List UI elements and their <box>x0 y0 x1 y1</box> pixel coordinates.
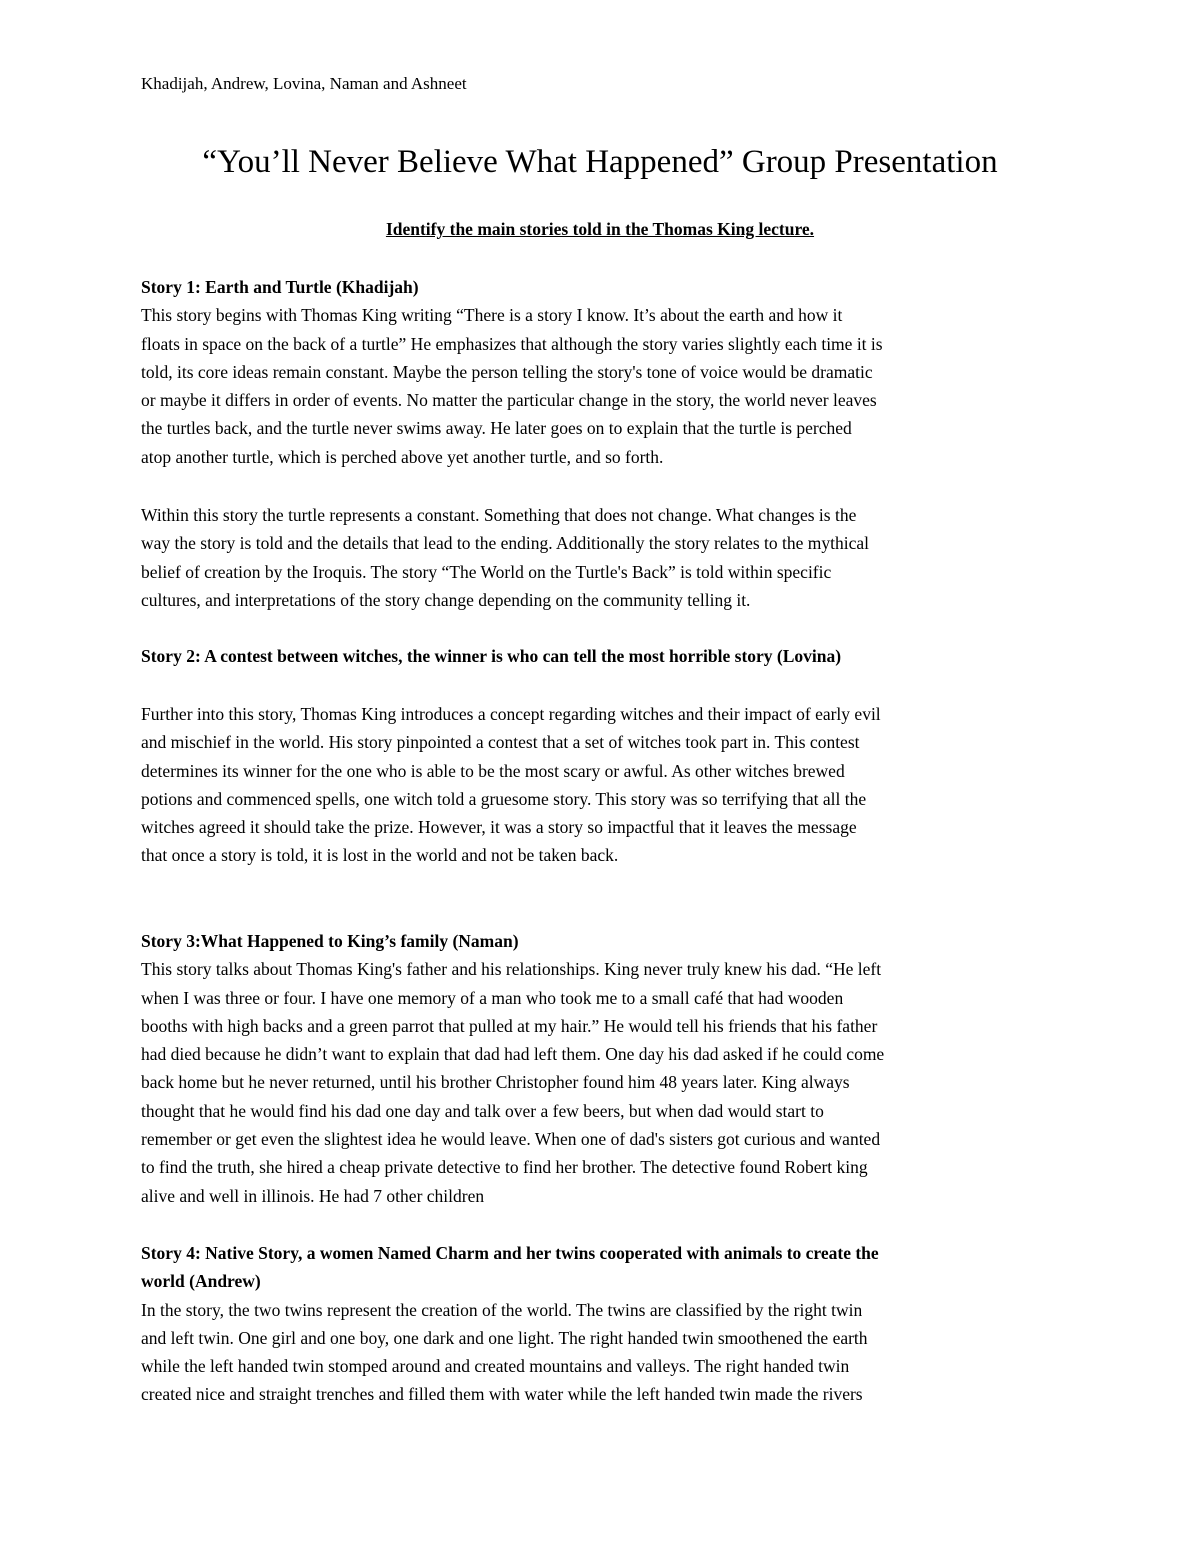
story-3-para-line: booths with high backs and a green parrot that pulled at my hair.” He would tell his friends that his father <box>141 1015 878 1036</box>
story-1-para-1-line: the turtles back, and the turtle never swims away. He later goes on to explain that the turtle is perched <box>141 418 852 439</box>
story-1-para-2-line: belief of creation by the Iroquis. The story “The World on the Turtle's Back” is told within specific <box>141 561 832 582</box>
story-4-para-line: while the left handed twin stomped around and created mountains and valleys. The right handed twin <box>141 1356 850 1377</box>
story-1-para-1-line: This story begins with Thomas King writing “There is a story I know. It’s about the earth and how it <box>141 305 843 326</box>
story-1-para-2-line: Within this story the turtle represents a constant. Something that does not change. What changes is the <box>141 505 857 525</box>
story-2-para-line: witches agreed it should take the prize. However, it was a story so impactful that it leaves the message <box>141 817 857 838</box>
story-2-para-line: and mischief in the world. His story pinpointed a contest that a set of witches took part in. This contest <box>141 732 860 753</box>
story-3-para-line: when I was three or four. I have one memory of a man who took me to a small café that had wooden <box>141 987 844 1008</box>
story-3-section <box>141 927 1061 1210</box>
assignment-prompt: Identify the main stories told in the Thomas King lecture. <box>385 219 815 239</box>
story-4-section <box>141 1239 1061 1409</box>
story-3-heading: Story 3:What Happened to King’s family (Naman) <box>141 931 519 951</box>
story-3-para-line: to find the truth, she hired a cheap private detective to find her brother. The detective found Robert king <box>141 1157 868 1178</box>
story-3-para-line: remember or get even the slightest idea he would leave. When one of dad's sisters got curious and wanted <box>141 1129 881 1150</box>
story-3-para-line: thought that he would find his dad one day and talk over a few beers, but when dad would start to <box>141 1100 824 1121</box>
story-1-para-1-line: atop another turtle, which is perched above yet another turtle, and so forth. <box>141 446 664 467</box>
story-4-para-line: and left twin. One girl and one boy, one dark and one light. The right handed twin smoothened the earth <box>141 1327 868 1348</box>
story-4-heading: world (Andrew) <box>141 1271 261 1292</box>
story-3-para-line: back home but he never returned, until his brother Christopher found him 48 years later. King always <box>141 1072 850 1093</box>
story-2-para-line: determines its winner for the one who is able to be the most scary or awful. As other witches brewed <box>141 760 845 781</box>
story-2-para-line: Further into this story, Thomas King introduces a concept regarding witches and their impact of early evil <box>141 704 881 724</box>
story-4-para-line: created nice and straight trenches and filled them with water while the left handed twin made the rivers <box>141 1384 863 1405</box>
story-1-para-2-line: cultures, and interpretations of the story change depending on the community telling it. <box>141 589 751 610</box>
story-2-para-line: potions and commenced spells, one witch told a gruesome story. This story was so terrifying that all the <box>141 788 867 809</box>
story-3-para-line: had died because he didn’t want to explain that dad had left them. One day his dad asked if he could come <box>141 1044 885 1065</box>
story-2-heading: Story 2: A contest between witches, the winner is who can tell the most horrible story (Lovina) <box>141 646 842 666</box>
story-1-para-1-line: told, its core ideas remain constant. Maybe the person telling the story's tone of voice would be dramatic <box>141 361 873 382</box>
story-1-para-1-line: or maybe it differs in order of events. No matter the particular change in the story, the world never leaves <box>141 390 877 411</box>
page-title: “You’ll Never Believe What Happened” Group Presentation <box>202 144 998 180</box>
story-4-heading: Story 4: Native Story, a women Named Charm and her twins cooperated with animals to create the <box>141 1243 879 1263</box>
authors-line: Khadijah, Andrew, Lovina, Naman and Ashneet <box>141 74 467 93</box>
story-1-section <box>141 273 1061 471</box>
story-1-heading: Story 1: Earth and Turtle (Khadijah) <box>141 277 419 297</box>
story-3-para-line: alive and well in illinois. He had 7 other children <box>141 1185 485 1206</box>
story-3-para-line: This story talks about Thomas King's father and his relationships. King never truly knew his dad. “He left <box>141 959 882 980</box>
story-1-para-1-line: floats in space on the back of a turtle” He emphasizes that although the story varies slightly each time it is <box>141 333 883 354</box>
story-1-para-2-line: way the story is told and the details that lead to the ending. Additionally the story relates to the mythical <box>141 533 870 554</box>
story-2-heading-block <box>141 642 1061 670</box>
story-2-section <box>141 700 1061 870</box>
story-1-paragraph-2 <box>141 501 1061 614</box>
story-4-para-line: In the story, the two twins represent the creation of the world. The twins are classified by the right twin <box>141 1299 863 1320</box>
story-2-para-line: that once a story is told, it is lost in the world and not be taken back. <box>141 845 619 866</box>
